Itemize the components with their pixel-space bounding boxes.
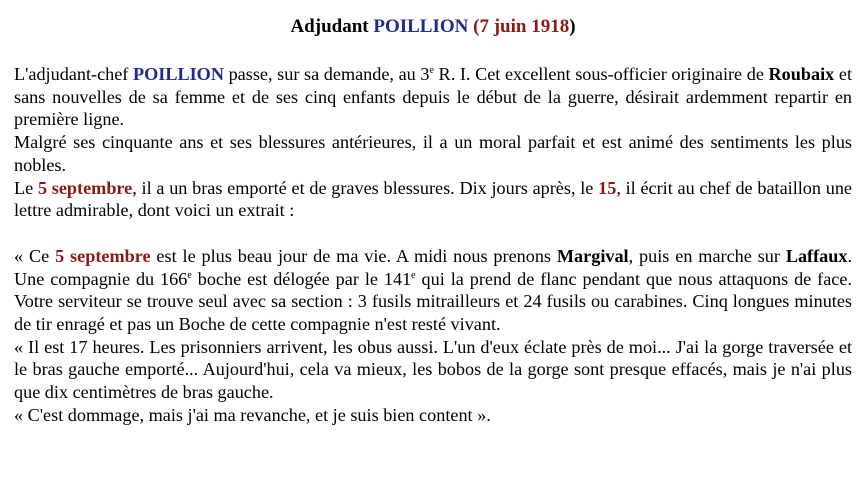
quote1-text-1: « Ce	[14, 245, 56, 266]
intro-city: Roubaix	[768, 64, 835, 84]
intro-text-2: passe, sur sa demande, au 3	[223, 64, 430, 84]
intro-text-4: et sans nouvelles de sa femme et de ses cinq enfants depuis le début de la guerre, désirait ardemment repartir en première ligne.	[14, 64, 852, 130]
title-date: 7 juin 1918	[479, 16, 570, 37]
quote1-text-5: boche est délogée par le 141	[191, 268, 412, 289]
quote1-place-2: Laffaux	[785, 245, 848, 266]
quote1-superscript-2: e	[411, 269, 416, 281]
quote-paragraph-2: « Il est 17 heures. Les prisonniers arrivent, les obus aussi. L'un d'eux éclate près de moi... J'ai la gorge traversée et le bras gauche emporté... Aujourd'hui, cela va mieux, les bobos de la gorge sont presque effacés, mais je n'ai plus que dix centimètres de bras gauche.	[14, 336, 852, 403]
intro-text-1: L'adjudant-chef	[14, 64, 133, 84]
paragraph-wound	[14, 177, 852, 222]
intro-text-3: R. I. Cet excellent sous-officier originaire de	[433, 64, 769, 84]
quote1-place-1: Margival	[556, 245, 629, 266]
title-close-paren: )	[569, 16, 576, 37]
document-title	[14, 14, 852, 40]
intro-superscript: e	[429, 64, 434, 76]
intro-name: POILLION	[133, 64, 224, 84]
quote1-superscript-1: e	[187, 269, 192, 281]
wound-date-2: 15	[598, 177, 617, 198]
quote1-text-2: est le plus beau jour de ma vie. A midi nous prenons	[150, 245, 557, 266]
quote1-date: 5 septembre	[55, 245, 151, 266]
quote-paragraph-1	[14, 245, 852, 336]
paragraph-gap	[14, 222, 852, 245]
wound-date-1: 5 septembre	[37, 177, 133, 198]
document-page	[14, 14, 852, 427]
quote1-text-3: , puis en marche sur	[628, 245, 786, 266]
wound-text-2: , il a un bras emporté et de graves blessures. Dix jours après, le	[132, 177, 599, 198]
paragraph-morale: Malgré ses cinquante ans et ses blessures antérieures, il a un moral parfait et est animé des sentiments les plus nobles.	[14, 132, 852, 175]
quote1-text-4: . Une compagnie du 166	[14, 245, 853, 289]
title-prefix: Adjudant	[290, 16, 374, 37]
title-name: POILLION	[373, 16, 469, 37]
quote1-text-6: qui la prend de flanc pendant que nous attaquons de face. Votre serviteur se trouve seul avec sa section : 3 fusils mitrailleurs et 24 fusils ou carabines. Cinq longues minutes de tir enragé et pas un Boche de cette compagnie n'est resté vivant.	[14, 268, 852, 335]
quote-paragraph-3: « C'est dommage, mais j'ai ma revanche, et je suis bien content ».	[14, 404, 491, 425]
wound-text-1: Le	[14, 177, 38, 198]
title-open-paren: (	[468, 16, 480, 37]
paragraph-intro	[14, 63, 852, 131]
wound-text-3: , il écrit au chef de bataillon une lettre admirable, dont voici un extrait :	[14, 177, 852, 221]
